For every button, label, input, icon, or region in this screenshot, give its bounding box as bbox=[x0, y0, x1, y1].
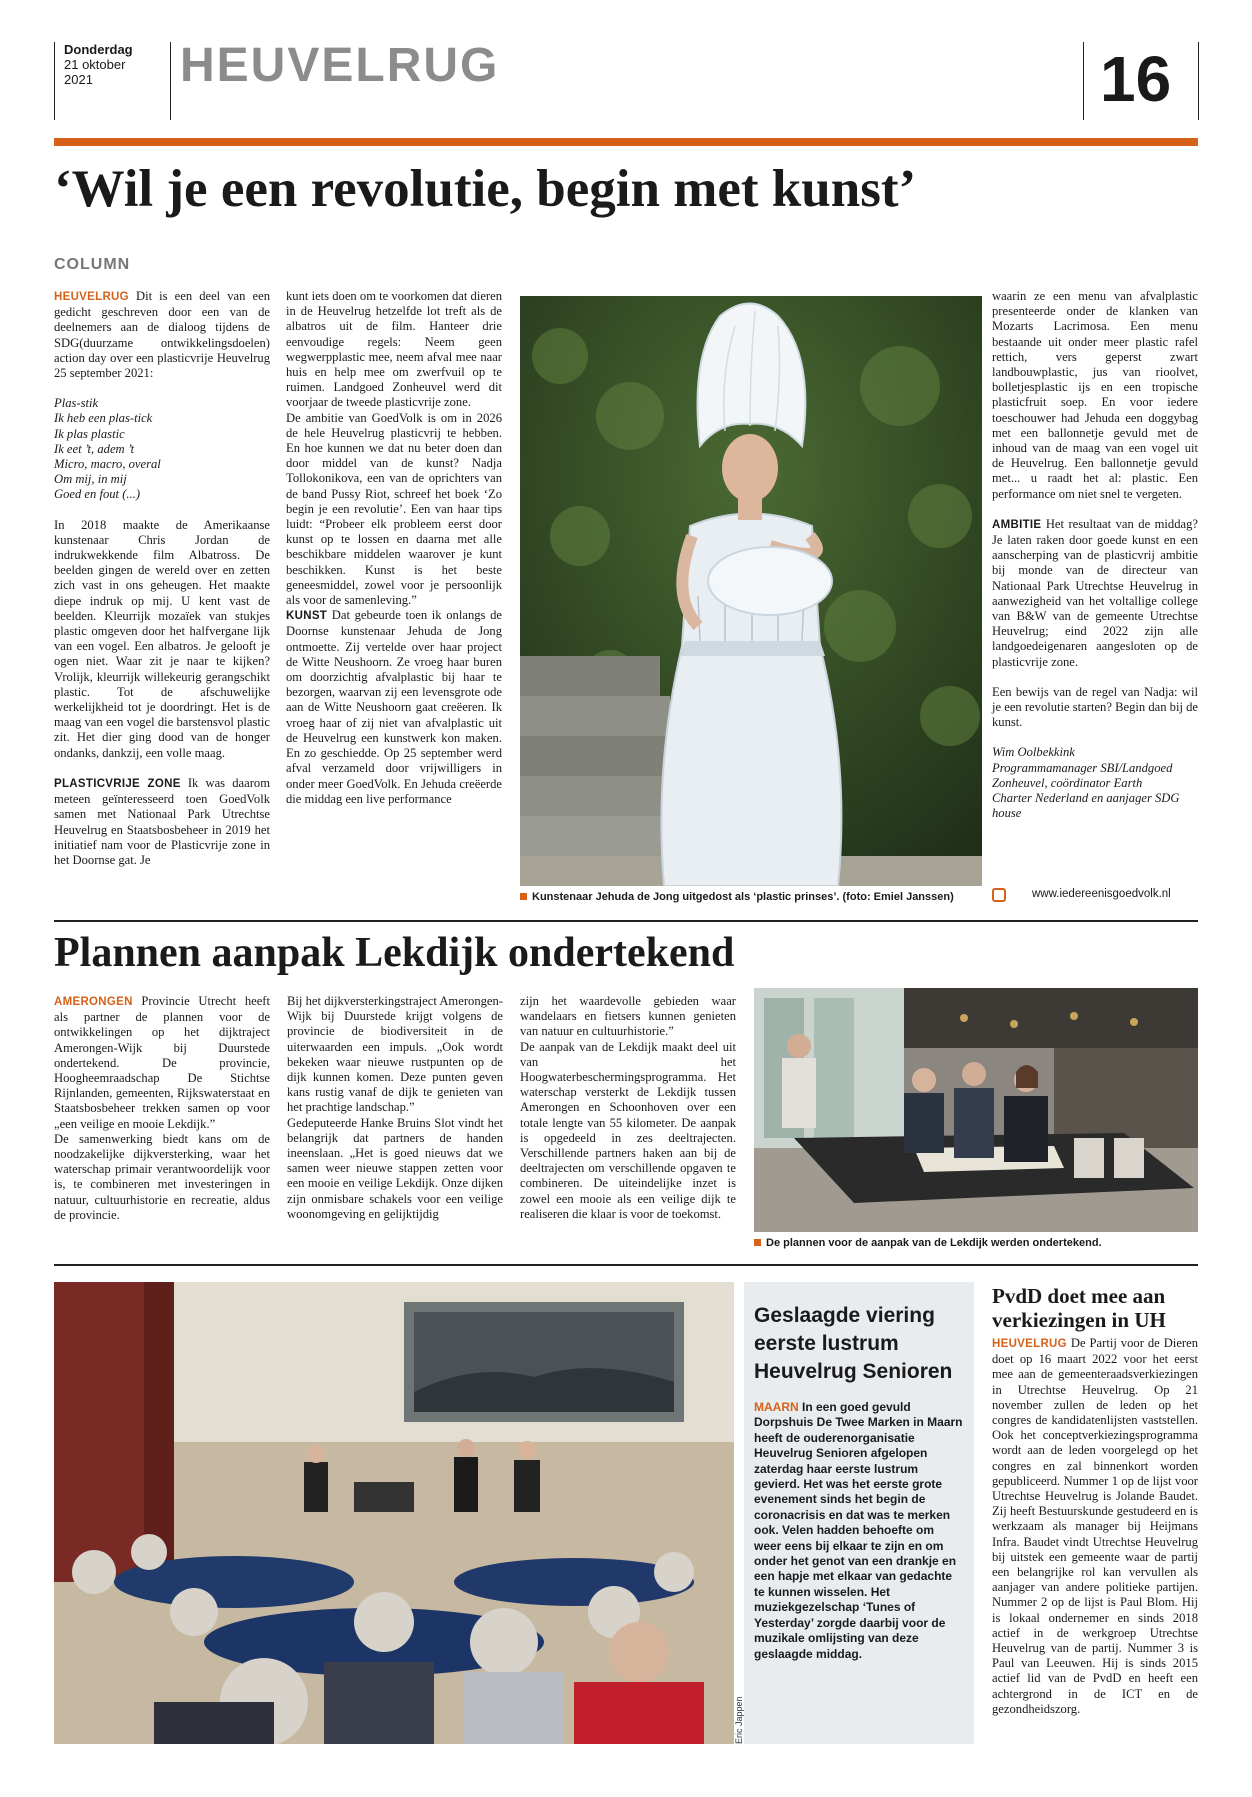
article1-col2-p2: De ambitie van GoedVolk is om in 2026 de hele Heuvelrug plasticvrij te hebben. En hoe kunnen we dat nu beter doen dan door middel van de kunst? Nadja Tollokonikova, een van de oprichters van de band Pussy Riot, schreef het boek ‘Zo begin je een revolutie’. Een van haar tips luidt: “Probeer elk probleem eerst door kunst op te lossen en daarna met alle beschikbare middelen waarover je kunt beschikken. Kunst is het beste geneesmiddel, zowel voor je persoonlijk als voor de samenleving.” bbox=[286, 410, 502, 608]
article2-col3-p1: zijn het waardevolle gebieden waar wandelaars en fietsers kunnen genieten van natuur en cultuurhistorie.” bbox=[520, 994, 736, 1039]
article2-column-2 bbox=[287, 994, 503, 1222]
caption-marker-icon bbox=[754, 1239, 761, 1246]
article1-subhead-kunst: KUNST bbox=[286, 610, 328, 623]
article2-col1-p2: De samenwerking biedt kans om de noodzakelijke dijkversterking, waar het waterschap primair verantwoordelijk voor is, te combineren met investeringen in natuur, cultuurhistorie en recreatie, aldus de provincie. bbox=[54, 1131, 270, 1222]
article1-website: www.iedereenisgoedvolk.nl bbox=[1032, 888, 1171, 900]
poem-line: Om mij, in mij bbox=[54, 472, 127, 487]
article2-dateline: AMERONGEN bbox=[54, 996, 133, 1008]
article2-headline: Plannen aanpak Lekdijk ondertekend bbox=[54, 930, 735, 976]
article1-subhead-plasticvrije-zone: PLASTICVRIJE ZONE bbox=[54, 777, 181, 790]
article1-col3-p3: Een bewijs van de regel van Nadja: wil je een revolutie starten? Begin dan bij de kunst. bbox=[992, 684, 1198, 730]
poem-line: Goed en fout (...) bbox=[54, 487, 141, 502]
article1-dateline: HEUVELRUG bbox=[54, 291, 129, 303]
article1-column-3 bbox=[992, 289, 1198, 822]
article2-col2-p1: Bij het dijkversterkingstraject Amerongen-Wijk bij Duurstede krijgt volgens de provincie de biodiversiteit in de uiterwaarden een impuls. „Ook wordt bekeken waar nieuwe rustpunten op de dijk kunnen komen. Deze punten geven kans rustig vanaf de dijk te genieten van het prachtige landschap.” bbox=[287, 994, 503, 1115]
signature-line: Wim Oolbekkink bbox=[992, 745, 1075, 760]
poem-line: Plas-stik bbox=[54, 396, 99, 411]
masthead-divider-mid bbox=[170, 42, 171, 120]
poem-line: Ik eet ’t, adem ’t bbox=[54, 441, 135, 456]
signature-line: Zonheuvel, coördinator Earth bbox=[992, 775, 1143, 790]
poem-line: Ik plas plastic bbox=[54, 426, 125, 441]
column-label: COLUMN bbox=[54, 256, 131, 273]
article1-poem bbox=[54, 396, 270, 502]
signature-line: house bbox=[992, 806, 1022, 821]
article1-headline: ‘Wil je een revolutie, begin met kunst’ bbox=[54, 160, 917, 218]
article3-dateline: MAARN bbox=[754, 1400, 799, 1414]
article1-col1-p3: Ik was daarom meteen geïnteresseerd toen GoedVolk samen met Nationaal Park Utrechtse Heuvelrug en Staatsbosbeheer in 2019 het initiatief nam voor de Plasticvrije zone in het Doornse gat. Je bbox=[54, 775, 270, 867]
article1-col1-p2: In 2018 maakte de Amerikaanse kunstenaar Chris Jordan de indrukwekkende film Albatross. De beelden gingen de wereld over en zetten zich vast in ons geheugen. Het maakte diepe indruk op mij. U kent vast de beelden. Kleurrijk mozaïek van stukjes plastic omgeven door het halfvergane lijk van een vogel. Een albatros. Je gelooft je ogen niet. Waar zit je naar te kijken? Vrolijk, kleurrijk willekeurig gerangschikt plastic. Tot de afschuwelijke werkelijkheid tot je doordringt. Het is de maag van een vogel die barstensvol plastic zit. Het dier ging dood van de honger ondanks, dankzij, een volle maag. bbox=[54, 517, 270, 760]
article1-column-2 bbox=[286, 289, 502, 807]
separator-rule-2 bbox=[54, 1264, 1198, 1266]
article2-column-3 bbox=[520, 994, 736, 1222]
plastic-princess-illustration bbox=[520, 296, 982, 886]
article3-photo bbox=[54, 1282, 734, 1744]
masthead-date: 21 oktober bbox=[64, 57, 126, 72]
masthead-accent-bar bbox=[54, 138, 1198, 146]
article2-col2-p2: Gedeputeerde Hanke Bruins Slot vindt het belangrijk dat partners de handen ineenslaan. „Het is goed nieuws dat we samen weer nieuwe stappen zetten voor een mooie en veilige Lekdijk. Onze dijken zijn onmisbare schakels voor een veilige woonomgeving en gelijktijdig bbox=[287, 1115, 503, 1221]
article2-col3-p2: De aanpak van de Lekdijk maakt deel uit van het Hoogwaterbeschermingsprogramma. Het waterschap versterkt de Lekdijk tussen Amerongen en Schoonhoven over een totale lengte van 55 kilometer. De aanpak is opgedeeld in zes deeltrajecten. Verschillende partners haken aan bij de deeltrajecten om verschillende opgaven te combineren. De uiteindelijke inzet is zowel een mooie als een veilige dijk te realiseren die klaar is voor de toekomst. bbox=[520, 1039, 736, 1221]
senior-celebration-illustration bbox=[54, 1282, 734, 1744]
masthead-year: 2021 bbox=[64, 72, 93, 87]
article1-col2-p3: Dat gebeurde toen ik onlangs de Doornse kunstenaar Jehuda de Jong ontmoette. Zij vertelde over haar project de Witte Neushoorn. Ze vroeg haar buren om doorzichtig afvalplastic bij haar te bezorgen, waarvan zij een levensgrote ode aan de Witte Neushoorn gaat creëeren. Ik vroeg haar of zij niet van afvalplastic uit de Heuvelrug een kunstwerk kon maken. En zo geschiedde. Op 25 september werd afval verzameld door vrijwilligers in onder meer GoedVolk. En Jehuda creëerde die middag een live performance bbox=[286, 608, 502, 806]
caption-marker-icon bbox=[520, 893, 527, 900]
article1-photo-caption-wrap bbox=[520, 891, 982, 903]
masthead-divider-left bbox=[54, 42, 55, 120]
article3-sidebar bbox=[744, 1282, 974, 1744]
poem-line: Micro, macro, overal bbox=[54, 457, 161, 472]
article1-photo-caption: Kunstenaar Jehuda de Jong uitgedost als ‘plastic prinses’. (foto: Emiel Janssen) bbox=[532, 891, 954, 903]
section-title: HEUVELRUG bbox=[180, 39, 500, 92]
article2-photo bbox=[754, 988, 1198, 1232]
page-number: 16 bbox=[1100, 43, 1172, 115]
article3-photo-credit: Eric Jappen bbox=[734, 1696, 744, 1744]
article4-dateline: HEUVELRUG bbox=[992, 1338, 1067, 1350]
signing-meeting-illustration bbox=[754, 988, 1198, 1232]
article1-signature bbox=[992, 745, 1198, 821]
article2-col1-p1: Provincie Utrecht heeft als partner de plannen voor de ontwikkelingen op het dijktraject Amerongen-Wijk bij Duurstede ondertekend. De provincie, Hoogheemraadschap De Stichtse Rijnlanden, gemeenten, Rijkswaterstaat en Staatsbosbeheer trekken samen op voor „een veilige en mooie Lekdijk.” bbox=[54, 994, 270, 1131]
article3-body-wrap bbox=[754, 1400, 964, 1662]
article1-col3-p1: waarin ze een menu van afvalplastic presenteerde onder de klanken van Mozarts Lacrimosa. Een menu bestaande uit onder meer plastic rafel rettich, vers geperst zwart landbouwplastic, jus van rioolvet, bolletjesplastic ijs en een tropische plasticfruit soep. En voor iedere toeschouwer had Jehuda een doggybag met een ballonnetje gevuld met de inhoud van de maag van een vogel uit de Heuvelrug. Een ballonnetje gevuld met... u raadt het al: plastic. Een performance om niet snel te vergeten. bbox=[992, 289, 1198, 501]
article2-column-1 bbox=[54, 994, 270, 1223]
article1-photo bbox=[520, 296, 982, 886]
poem-line: Ik heb een plas-tick bbox=[54, 411, 153, 426]
masthead-date-block bbox=[64, 42, 133, 87]
masthead-divider-edge bbox=[1198, 42, 1199, 120]
masthead-divider-right bbox=[1083, 42, 1084, 120]
masthead-day: Donderdag bbox=[64, 42, 133, 57]
article4-body: De Partij voor de Dieren doet op 16 maart 2022 voor het eerst mee aan de gemeenteraadsverkiezingen in Utrechtse Heuvelrug. Op 21 november zullen de leden op het congres de kandidatenlijsten vaststellen. Ook het conceptverkiezingsprogramma wordt aan de leden voorgelegd op het congres en zal binnenkort worden gepubliceerd. Nummer 1 op de lijst voor Utrechtse Heuvelrug is Jolande Baudet. Zij heeft Bestuurskunde gestudeerd en is werkzaam als manager bij Heijmans Infra. Baudet vindt Utrechtse Heuvelrug bij uitstek een gemeente waar de partij een belangrijke rol kan vervullen als aanjager van andere politieke partijen. Nummer 2 op de lijst is Paul Blom. Hij is lokaal ondernemer en sinds 2018 actief in de werkgroep Utrechtse Heuvelrug van de partij. Nummer 3 is Paul van Leeuwen. Hij is sinds 2015 actief lid van de PvdD en heeft een achtergrond in de ICT en de gezondheidszorg. bbox=[992, 1336, 1198, 1716]
signature-line: Programmamanager SBI/Landgoed bbox=[992, 760, 1173, 775]
article1-column-1 bbox=[54, 289, 270, 868]
article3-body: In een goed gevuld Dorpshuis De Twee Marken in Maarn heeft de ouderenorganisatie Heuvelrug Senioren afgelopen zaterdag haar eerste lustrum gevierd. Het was het eerste grote evenement sinds het begin de coronacrisis en dat was te merken ook. Velen hadden behoefte om weer eens bij elkaar te zijn en om onder het genot van een drankje en een hapje met elkaar van gedachte te kunnen wisselen. Het muziekgezelschap ‘Tunes of Yesterday’ zorgde daarbij voor de muzikale omlijsting van deze geslaagde middag. bbox=[754, 1400, 963, 1661]
article2-photo-caption: De plannen voor de aanpak van de Lekdijk werden ondertekend. bbox=[766, 1237, 1102, 1249]
article1-col2-p1: kunt iets doen om te voorkomen dat dieren in de Heuvelrug hetzelfde lot treft als de albatros uit de film. Hanteer drie eenvoudige regels: Neem geen wegwerpplastic mee, neem afval mee naar huis en help mee om zwerfvuil op te ruimen. Landgoed Zonheuvel werd dit voorjaar de tweede plasticvrije zone. bbox=[286, 289, 502, 410]
article1-subhead-ambitie: AMBITIE bbox=[992, 518, 1042, 531]
article1-col1-p1: Dit is een deel van een gedicht geschreven door een van de deelnemers aan de dialoog tijdens de SDG(duurzame ontwikkelingsdoelen) action day over een plasticvrije Heuvelrug 25 september 2021: bbox=[54, 289, 270, 381]
article2-photo-caption-wrap bbox=[754, 1237, 1198, 1249]
article1-col3-p2: Het resultaat van de middag? Je laten raken door goede kunst en een aanscherping van de plasticvrij ambitie bij monde van de directeur van Nationaal Park Utrechtse Heuvelrug in aanwezigheid van het voltallige college van B&W van de gemeente Utrechtse Heuvelrug; eind 2022 zijn alle landgoedeigenaren aangesloten op de plasticvrije zone. bbox=[992, 516, 1198, 669]
signature-line: Charter Nederland en aanjager SDG bbox=[992, 791, 1180, 806]
article4-headline: PvdD doet mee aan verkiezingen in UH bbox=[992, 1284, 1166, 1332]
article3-headline: Geslaagde viering eerste lustrum Heuvelrug Senioren bbox=[754, 1304, 953, 1383]
article4-body-wrap bbox=[992, 1336, 1198, 1717]
goedvolk-logo-icon bbox=[992, 888, 1006, 902]
separator-rule-1 bbox=[54, 920, 1198, 922]
